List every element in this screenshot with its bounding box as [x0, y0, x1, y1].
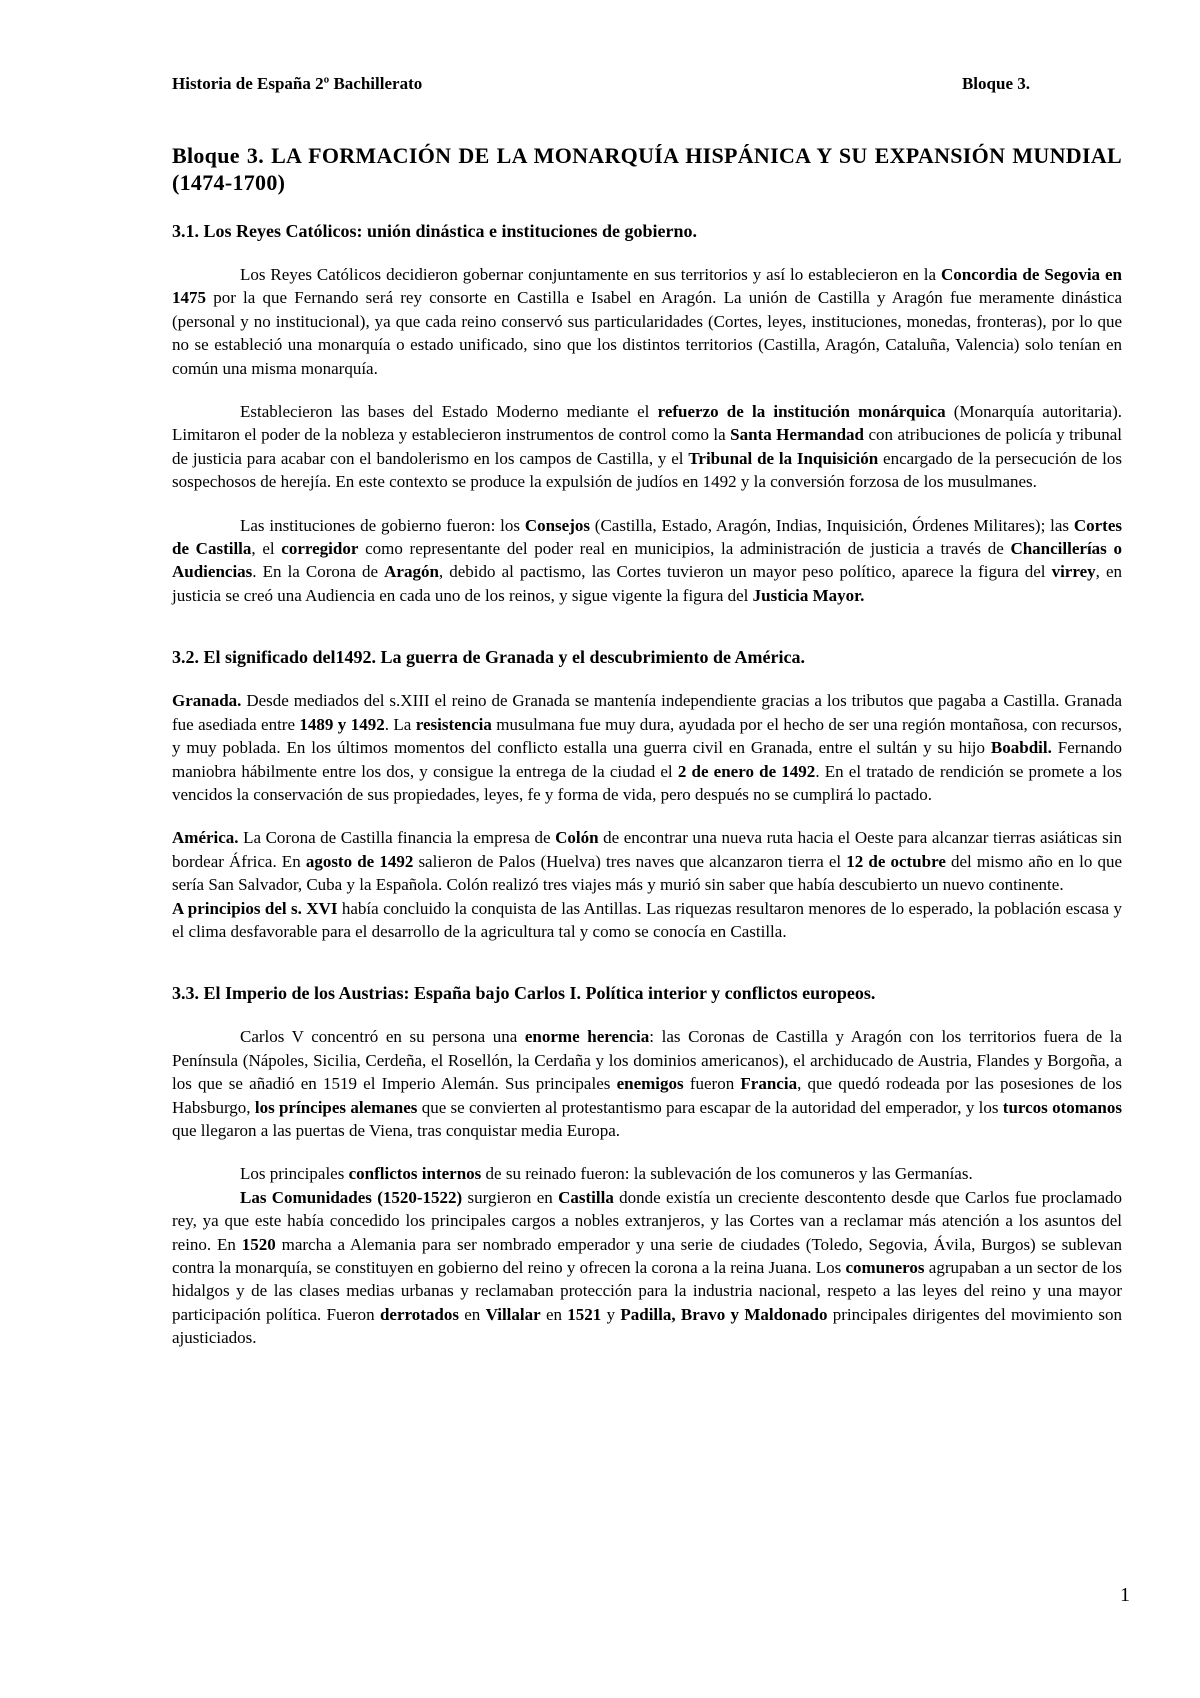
- bold-run: Concordia de Segovia en 1475: [172, 265, 1122, 308]
- bold-run: 1520: [241, 1234, 276, 1254]
- paragraph: [172, 897, 1122, 944]
- bold-run: 1489 y 1492: [299, 714, 385, 734]
- text-run: del mismo año en lo que sería San Salvador, Cuba y la Española. Colón realizó tres viajes más y murió sin saber que había descubierto un nuevo continente.: [172, 851, 1122, 895]
- text-run: salieron de Palos (Huelva) tres naves que alcanzaron tierra el: [413, 851, 847, 871]
- bold-run: Granada.: [172, 691, 242, 711]
- document-title: Bloque 3. LA FORMACIÓN DE LA MONARQUÍA HISPÁNICA Y SU EXPANSIÓN MUNDIAL (1474-1700): [172, 143, 1122, 195]
- bold-run: resistencia: [415, 714, 492, 734]
- bold-run: los príncipes alemanes: [254, 1097, 418, 1117]
- text-run: , en justicia se creó una Audiencia en cada uno de los reinos, y sigue vigente la figura del: [172, 562, 1123, 605]
- text-run: de su reinado fueron: la sublevación de los comuneros y las Germanías.: [481, 1164, 973, 1184]
- paragraph: [172, 1162, 1122, 1185]
- paragraph: [172, 400, 1122, 494]
- header-course: Historia de España 2º Bachillerato: [172, 74, 423, 93]
- bold-run: Justicia Mayor.: [752, 585, 865, 605]
- bold-run: derrotados: [379, 1304, 459, 1324]
- paragraph: [172, 689, 1122, 806]
- text-run: había concluido la conquista de las Antillas. Las riquezas resultaron menores de lo esperado, la población escasa y el clima desfavorable para el desarrollo de la agricultura tal y como se conocía en Castilla.: [172, 898, 1122, 941]
- text-run: Fernando maniobra hábilmente entre los dos, y consigue la entrega de la ciudad el: [172, 738, 1122, 781]
- text-run: donde existía un creciente descontento desde que Carlos fue proclamado rey, ya que este había concedido los principales cargos a nobles extranjeros, y las Cortes van a reclamar más atención a los asuntos del reino. En: [172, 1187, 1122, 1254]
- bold-run: Las Comunidades (1520-1522): [240, 1187, 463, 1207]
- text-run: y: [601, 1304, 621, 1324]
- text-run: Establecieron las bases del Estado Moderno mediante el: [240, 402, 658, 422]
- page-number: 1: [1120, 1584, 1130, 1606]
- bold-run: refuerzo de la institución monárquica: [657, 402, 946, 422]
- paragraph: [172, 1186, 1122, 1350]
- bold-run: 2 de enero de 1492: [677, 761, 816, 781]
- bold-run: turcos otomanos: [1002, 1097, 1122, 1117]
- bold-run: Tribunal de la Inquisición: [688, 448, 879, 468]
- section-title-3-3: 3.3. El Imperio de los Austrias: España bajo Carlos I. Política interior y conflictos europeos.: [172, 983, 876, 1004]
- text-run: en: [540, 1304, 568, 1324]
- paragraph: [172, 514, 1122, 608]
- bold-run: A principios del s. XVI: [172, 898, 338, 918]
- bold-run: comuneros: [845, 1258, 925, 1277]
- bold-run: Santa Hermandad: [730, 425, 865, 445]
- text-run: marcha a Alemania para ser nombrado emperador y una serie de ciudades (Toledo, Segovia, Ávila, Burgos) se sublevan contra la monarquía, se constituyen en gobierno del reino y ofrecen la corona a la reina Juana. Los: [172, 1234, 1122, 1277]
- text-run: , que quedó rodeada por las posesiones de los Habsburgo,: [172, 1074, 1122, 1117]
- bold-run: Cortes de Castilla: [172, 515, 1122, 559]
- text-run: (Monarquía autoritaria). Limitaron el poder de la nobleza y establecieron instrumentos de control como la: [172, 402, 1122, 445]
- text-run: con atribuciones de policía y tribunal de justicia para acabar con el bandolerismo en los campos de Castilla, y el: [172, 425, 1122, 468]
- text-run: . La: [384, 714, 416, 734]
- bold-run: Chancillerías o Audiencias: [172, 539, 1122, 582]
- text-run: agrupaban a un sector de los hidalgos y de las clases medias urbanas y reclamaban protección para la industria nacional, respeto a las leyes del reino y una mayor participación política. Fueron: [172, 1258, 1122, 1324]
- text-run: . En el tratado de rendición se promete a los vencidos la conservación de sus propiedades, leyes, fe y forma de vida, pero después no se cumplirá lo pactado.: [172, 761, 1122, 804]
- section-title-3-1: 3.1. Los Reyes Católicos: unión dinástica e instituciones de gobierno.: [172, 221, 698, 241]
- bold-run: Villalar: [485, 1304, 541, 1324]
- text-run: por la que Fernando será rey consorte en Castilla e Isabel en Aragón. La unión de Castilla y Aragón fue meramente dinástica (personal y no institucional), ya que cada reino conservó sus particularidades (Cortes, leyes, instituciones, monedas, fronteras), por lo que no se estableció una monarquía o estado unificado, sino que los distintos territorios (Castilla, Aragón, Cataluña, Valencia) solo tenían en común una misma monarquía.: [172, 288, 1122, 378]
- text-run: Los Reyes Católicos decidieron gobernar conjuntamente en sus territorios y así lo establecieron en la: [240, 265, 941, 284]
- text-run: : las Coronas de Castilla y Aragón con los territorios fuera de la Península (Nápoles, Sicilia, Cerdeña, el Rosellón, la Cerdaña y los dominios americanos), el archiducado de Austria, Flandes y Borgoña, a los que se añadió en 1519 el Imperio Alemán. Sus principales: [172, 1027, 1122, 1094]
- text-run: , el: [251, 539, 282, 559]
- text-run: Carlos V concentró en su persona una: [240, 1027, 525, 1047]
- text-run: La Corona de Castilla financia la empresa de: [238, 828, 556, 848]
- section-title-3-2: 3.2. El significado del1492. La guerra de Granada y el descubrimiento de América.: [172, 647, 805, 668]
- bold-run: Aragón: [384, 562, 439, 582]
- bold-run: Consejos: [524, 515, 590, 535]
- text-run: Las instituciones de gobierno fueron: los: [240, 515, 525, 535]
- bold-run: Colón: [555, 828, 599, 848]
- bold-run: agosto de 1492: [305, 851, 414, 871]
- bold-run: virrey: [1051, 562, 1096, 582]
- bold-run: corregidor: [281, 539, 359, 559]
- bold-run: enemigos: [616, 1074, 684, 1094]
- page-content: [172, 142, 1122, 1350]
- bold-run: 1521: [567, 1304, 602, 1324]
- bold-run: América.: [172, 828, 239, 848]
- bold-run: conflictos internos: [348, 1164, 482, 1184]
- header-block: Bloque 3.: [961, 74, 1030, 93]
- text-run: que llegaron a las puertas de Viena, tras conquistar media Europa.: [172, 1120, 621, 1140]
- text-run: fueron: [683, 1074, 741, 1094]
- paragraph: [172, 1025, 1122, 1142]
- text-run: encargado de la persecución de los sospechosos de herejía. En este contexto se produce la expulsión de judíos en 1492 y la conversión forzosa de los musulmanes.: [172, 448, 1123, 492]
- text-run: principales dirigentes del movimiento son ajusticiados.: [172, 1304, 1123, 1348]
- bold-run: Padilla, Bravo y Maldonado: [620, 1304, 828, 1324]
- text-run: Desde mediados del s.XIII el reino de Granada se mantenía independiente gracias a los tributos que pagaba a Castilla. Granada fue asediada entre: [172, 691, 1122, 734]
- bold-run: 12 de octubre: [846, 851, 946, 871]
- text-run: surgieron en: [462, 1187, 559, 1207]
- text-run: como representante del poder real en municipios, la administración de justicia a través de: [358, 539, 1011, 559]
- text-run: musulmana fue muy dura, ayudada por el hecho de ser una región montañosa, con recursos, y muy poblada. En los últimos momentos del conflicto estalla una guerra civil en Granada, entre el sultán y su hijo: [172, 714, 1122, 758]
- bold-run: Boabdil.: [990, 738, 1052, 758]
- bold-run: enorme herencia: [524, 1027, 650, 1047]
- text-run: Los principales: [240, 1164, 349, 1184]
- text-run: de encontrar una nueva ruta hacia el Oeste para alcanzar tierras asiáticas sin bordear África. En: [172, 828, 1122, 871]
- text-run: en: [458, 1304, 486, 1324]
- text-run: , debido al pactismo, las Cortes tuvieron un mayor peso político, aparece la figura del: [438, 562, 1052, 582]
- text-run: (Castilla, Estado, Aragón, Indias, Inquisición, Órdenes Militares); las: [589, 515, 1074, 535]
- text-run: . En la Corona de: [252, 562, 385, 582]
- page-header: [172, 74, 1030, 94]
- bold-run: Castilla: [558, 1187, 614, 1207]
- bold-run: Francia: [740, 1074, 798, 1094]
- paragraph: [172, 826, 1122, 896]
- text-run: que se convierten al protestantismo para escapar de la autoridad del emperador, y los: [417, 1097, 1003, 1117]
- paragraph: [172, 263, 1122, 380]
